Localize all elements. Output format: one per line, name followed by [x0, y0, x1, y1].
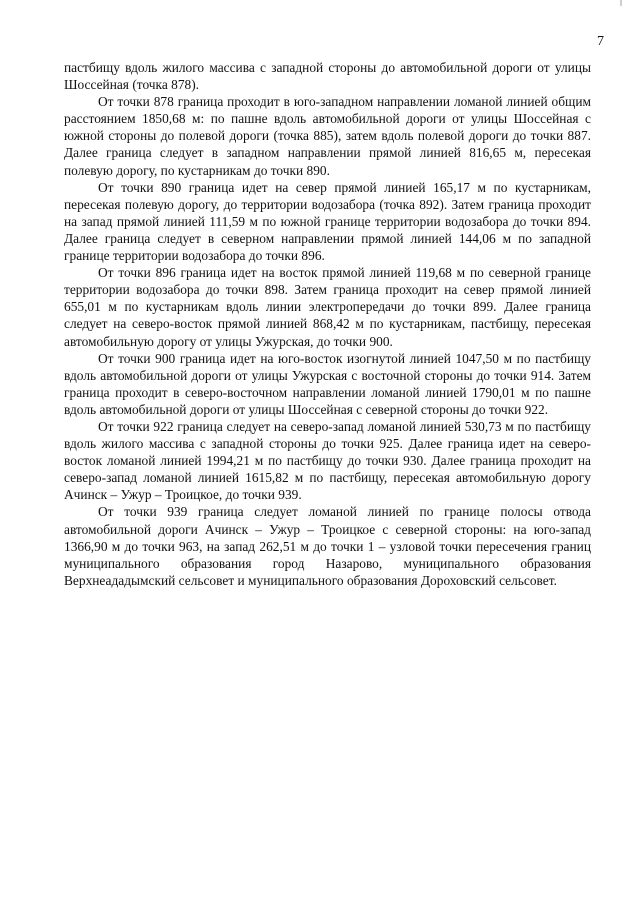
- scan-edge-mark: [620, 0, 622, 6]
- paragraph-point-890: От точки 890 граница идет на север прямой линией 165,17 м по кустарникам, пересекая полевую дорогу, до территории водозабора (точка 892). Затем граница проходит на запад прямой линией 111,59 м по южной границе территории водозабора до точки 894. Далее граница следует в северном направлении прямой линией 144,06 м по западной границе территории водозабора до точки 896.: [64, 179, 591, 264]
- page-number: 7: [597, 34, 604, 49]
- paragraph-point-896: От точки 896 граница идет на восток прямой линией 119,68 м по северной границе территории водозабора до точки 898. Затем граница проходит на север прямой линией 655,01 м по кустарникам вдоль линии электропередачи до точки 899. Далее граница следует на северо-восток прямой линией 868,42 м по кустарникам, пастбищу, пересекая автомобильную дорогу от улицы Ужурская, до точки 900.: [64, 265, 591, 349]
- document-body: [64, 59, 591, 589]
- paragraph-point-922: От точки 922 граница следует на северо-запад ломаной линией 530,73 м по пастбищу вдоль жилого массива с западной стороны до точки 925. Далее граница идет на северо-восток ломаной линией 1994,21 м по пастбищу до точки 930. Далее граница проходит на северо-запад ломаной линией 1615,82 м по пастбищу, пересекая автомобильную дорогу Ачинск – Ужур – Троицкое, до точки 939.: [64, 418, 591, 503]
- paragraph-continuation: пастбищу вдоль жилого массива с западной стороны до автомобильной дороги от улицы Шоссейная (точка 878).: [64, 60, 591, 93]
- paragraph-point-900: От точки 900 граница идет на юго-восток изогнутой линией 1047,50 м по пастбищу вдоль автомобильной дороги от улицы Ужурская с восточной стороны до точки 914. Затем граница проходит в северо-восточном направлении ломаной линией 1790,01 м по пашне вдоль автомобильной дороги от улицы Шоссейная с северной стороны до точки 922.: [64, 350, 591, 417]
- paragraph-point-939: От точки 939 граница следует ломаной линией по границе полосы отвода автомобильной дороги Ачинск – Ужур – Троицкое с северной стороны: на юго-запад 1366,90 м до точки 963, на запад 262,51 м до точки 1 – узловой точки пересечения границ муниципального образования город Назарово, муниципального образования Верхнеададымский сельсовет и муниципального образования Дороховский сельсовет.: [64, 504, 591, 588]
- paragraph-point-878: От точки 878 граница проходит в юго-западном направлении ломаной линией общим расстоянием 1850,68 м: по пашне вдоль автомобильной дороги от улицы Шоссейная с южной стороны до полевой дороги (точка 885), затем вдоль полевой дороги до точки 887. Далее граница следует в западном направлении прямой линией 816,65 м, пересекая полевую дорогу, по кустарникам до точки 890.: [64, 94, 591, 178]
